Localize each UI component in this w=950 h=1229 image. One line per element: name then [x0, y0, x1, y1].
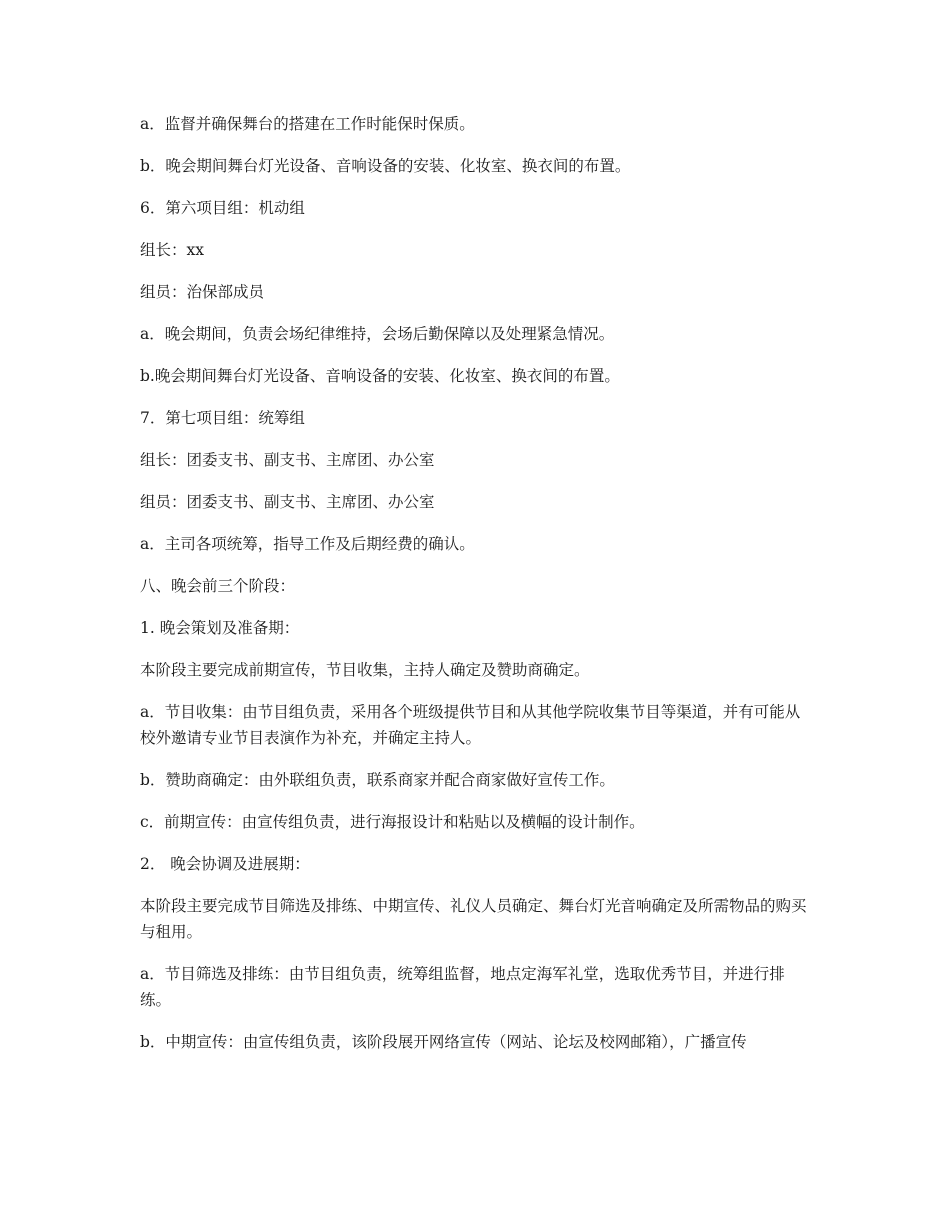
paragraph: a．节目筛选及排练：由节目组负责，统筹组监督，地点定海军礼堂，选取优秀节目，并进行排练。 — [140, 965, 785, 1009]
paragraph: a．主司各项统筹，指导工作及后期经费的确认。 — [140, 535, 475, 553]
paragraph: b．赞助商确定：由外联组负责，联系商家并配合商家做好宣传工作。 — [140, 771, 615, 789]
paragraph: 本阶段主要完成前期宣传，节目收集，主持人确定及赞助商确定。 — [140, 661, 590, 679]
section-heading: 八、晚会前三个阶段： — [140, 577, 296, 595]
paragraph: 组长：团委支书、副支书、主席团、办公室 — [140, 451, 435, 469]
paragraph: a．节目收集：由节目组负责，采用各个班级提供节目和从其他学院收集节目等渠道，并有可能从校外邀请专业节目表演作为补充，并确定主持人。 — [140, 703, 801, 747]
paragraph: 组员：治保部成员 — [140, 283, 265, 301]
section-heading: 1. 晚会策划及准备期： — [140, 619, 300, 637]
paragraph: a．晚会期间，负责会场纪律维持，会场后勤保障以及处理紧急情况。 — [140, 325, 615, 343]
paragraph: b.晚会期间舞台灯光设备、音响设备的安装、化妆室、换衣间的布置。 — [140, 367, 620, 385]
paragraph: 组员：团委支书、副支书、主席团、办公室 — [140, 493, 435, 511]
paragraph: a．监督并确保舞台的搭建在工作时能保时保质。 — [140, 115, 475, 133]
paragraph: b．中期宣传：由宣传组负责，该阶段展开网络宣传（网站、论坛及校网邮箱），广播宣传 — [140, 1033, 747, 1051]
document-body — [140, 111, 812, 1071]
paragraph: 组长：xx — [140, 241, 204, 259]
paragraph: b．晚会期间舞台灯光设备、音响设备的安装、化妆室、换衣间的布置。 — [140, 157, 631, 175]
section-heading: 6．第六项目组：机动组 — [140, 199, 305, 217]
section-heading: 7．第七项目组：统筹组 — [140, 409, 305, 427]
paragraph: 本阶段主要完成节目筛选及排练、中期宣传、礼仪人员确定、舞台灯光音响确定及所需物品的购买与租用。 — [140, 897, 807, 941]
section-heading: 2． 晚会协调及进展期： — [140, 855, 310, 873]
paragraph: c．前期宣传：由宣传组负责，进行海报设计和粘贴以及横幅的设计制作。 — [140, 813, 645, 831]
